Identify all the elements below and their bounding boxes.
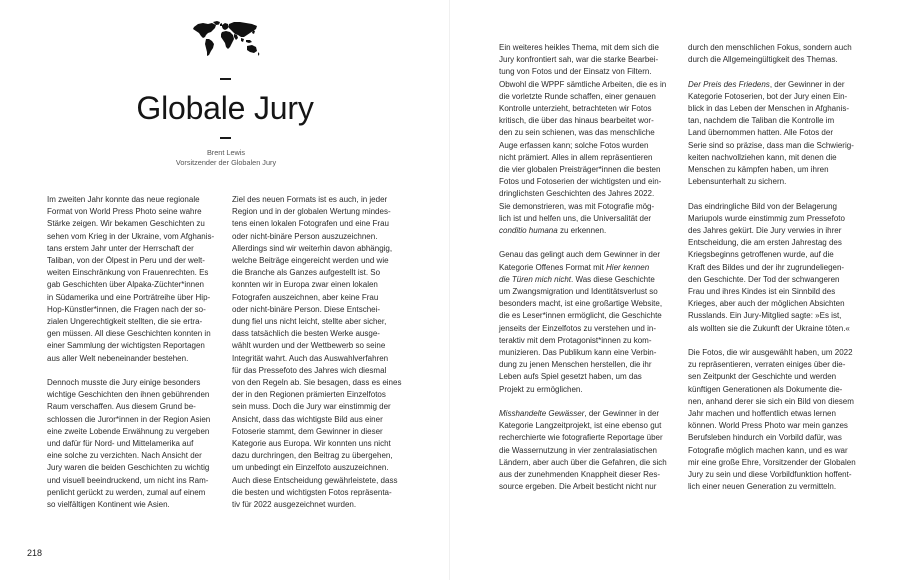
paragraph bbox=[688, 201, 864, 335]
text-line: durch die Allgemeingültigkeit des Themas. bbox=[688, 55, 838, 65]
text-line: schlossen die Juror*innen in der Region Asien bbox=[47, 414, 211, 424]
text-line: sen Zeitpunkt der Geschichte und werden bbox=[688, 372, 837, 382]
text-line: den Geschichte. Der Tod der schwangeren bbox=[688, 274, 840, 284]
text-line: Obwohl die WPPF sämtliche Arbeiten, die es in bbox=[499, 79, 667, 89]
text-line: Kategorie Offenes Format mit Hier kennen bbox=[499, 262, 650, 272]
paragraph bbox=[688, 42, 864, 66]
text-line: aus der zunehmenden Knappheit dieser Res- bbox=[499, 470, 660, 480]
text-line: tens einen lokalen Fotografen und eine Frau bbox=[232, 219, 389, 229]
text-line: Region und in der globalen Wertung mindes- bbox=[232, 207, 391, 217]
text-line: Kategorie Langzeitprojekt, ist eine ebenso gut bbox=[499, 421, 662, 431]
paragraph bbox=[499, 42, 675, 237]
world-map-icon bbox=[191, 20, 261, 60]
text-line: Berufsleben hindurch ein Vorbild dafür, was bbox=[688, 433, 842, 443]
title-rule-bottom bbox=[220, 137, 231, 139]
text-line: Im zweiten Jahr konnte das neue regionale bbox=[47, 195, 200, 204]
text-line: tan, nachdem die Taliban die Kontrolle im bbox=[688, 116, 835, 126]
text-line: recherchierte wie fotografierte Reportage über bbox=[499, 433, 663, 443]
text-line: in Südamerika und eine Porträtreihe über Hip- bbox=[47, 292, 211, 302]
text-line: können. World Press Photo war mein ganzes bbox=[688, 421, 848, 431]
text-line: des Jahres gekürt. Die Jury verwies in ihrer bbox=[688, 226, 842, 236]
text-line: der in den Regionen prämierten Einzelfotos bbox=[232, 390, 386, 400]
text-line: einer Sammlung der wichtigsten Reportagen bbox=[47, 341, 205, 351]
text-line: munizieren. Das Publikum kann eine Verbin- bbox=[499, 348, 657, 358]
text-line: als wollten sie die Zukunft der Ukraine töten.« bbox=[688, 323, 850, 333]
text-line: Fotografie möglich machen kann, und es war bbox=[688, 445, 848, 455]
text-line: tans erstem Jahr unter der Herrschaft der bbox=[47, 243, 194, 253]
text-line: die vier globalen Preisträger*innen die besten bbox=[499, 165, 661, 175]
text-line: Misshandelte Gewässer, der Gewinner in der bbox=[499, 409, 660, 419]
text-line: die besten und wichtigsten Fotos repräsenta- bbox=[232, 487, 392, 497]
text-line: tung von Fotos und der Einsatz von Filtern. bbox=[499, 67, 652, 77]
text-line: die es Leser*innen ermöglicht, die Geschichte bbox=[499, 311, 662, 321]
text-line: Projekt zu ermöglichen. bbox=[499, 384, 583, 394]
text-line: mir eine große Ehre, Vorsitzender der Globalen bbox=[688, 457, 856, 467]
text-line: Frau und ihres Kindes ist ein Sinnbild des bbox=[688, 287, 836, 297]
text-line: Dennoch musste die Jury einige besonders bbox=[47, 378, 201, 388]
text-line: Ein weiteres heikles Thema, mit dem sich die bbox=[499, 43, 659, 52]
text-line: um unbedingt ein Einzelfoto auszuzeichnen. bbox=[232, 463, 389, 473]
text-line: Jury konfrontiert sah, war die starke Bearbei- bbox=[499, 55, 659, 65]
text-line: dung fiel uns nicht leicht, stellte aber sicher, bbox=[232, 317, 387, 327]
text-line: die vorletzte Runde schaffen, einer genauen bbox=[499, 91, 656, 101]
text-line: keiten nachvollziehen kann, mit denen die bbox=[688, 152, 837, 162]
text-line: nicht prämiert. Alles in allem repräsentieren bbox=[499, 152, 653, 162]
text-line: für das Pressefoto des Jahres wich diesmal bbox=[232, 365, 387, 375]
text-line: Hop-Künstler*innen, die Fragen nach der so- bbox=[47, 304, 206, 314]
text-line: gen müssen. All diese Geschichten konnten in bbox=[47, 329, 211, 339]
title-rule-top bbox=[220, 78, 231, 80]
text-line: Jury waren die beiden Geschichten zu wichtig bbox=[47, 463, 210, 473]
text-line: durch den menschlichen Fokus, sondern auch bbox=[688, 43, 852, 52]
text-line: Kriegsbeginns getroffenen wurde, auf die bbox=[688, 250, 834, 260]
text-line: Fotoserie stammt, dem Gewinner in dieser bbox=[232, 426, 383, 436]
text-line: Kraft des Bildes und der ihr zugrundeliegen- bbox=[688, 262, 845, 272]
text-line: und dafür für Nord- und Mittelamerika auf bbox=[47, 439, 194, 449]
text-line: und visuell beeindruckend, um nicht ins Ram- bbox=[47, 475, 209, 485]
text-line: von den Regeln ab. Sie besagen, dass es eines bbox=[232, 378, 402, 388]
paragraph bbox=[688, 79, 864, 189]
text-line: die Branche als Ganzes aufgestellt ist. So bbox=[232, 268, 381, 278]
paragraph bbox=[232, 194, 408, 511]
text-line: Allerdings sind wir weiterhin davon abhängig, bbox=[232, 243, 393, 253]
text-line: dazu durchringen, den Beitrag zu übergehen, bbox=[232, 451, 393, 461]
left-page bbox=[0, 0, 450, 580]
text-column-1 bbox=[47, 194, 223, 523]
text-line: jenseits der Einzelfotos zu verstehen und in- bbox=[499, 323, 656, 333]
text-line: Leben aufs Spiel gesetzt haben, um das bbox=[499, 372, 642, 382]
text-line: eine zweite Lobende Erwähnung zu vergeben bbox=[47, 426, 210, 436]
text-line: Ländern, aber auch über die Gefahren, die sich bbox=[499, 457, 667, 467]
author-name: Brent Lewis bbox=[206, 148, 246, 157]
text-line: Der Preis des Friedens, der Gewinner in der bbox=[688, 79, 845, 89]
author-role: Vorsitzender der Globalen Jury bbox=[175, 158, 277, 167]
text-line: conditio humana zu erkennen. bbox=[499, 226, 607, 236]
text-line: sehen vom Krieg in der Ukraine, vom Afghanis- bbox=[47, 231, 215, 241]
text-line: Format von World Press Photo seine wahre bbox=[47, 207, 202, 217]
paragraph bbox=[499, 408, 675, 493]
text-line: Jury zu sein und diese Vorbildfunktion hoffent- bbox=[688, 470, 852, 480]
text-line: Fotos und Fotoserien der wichtigsten und ein- bbox=[499, 177, 662, 187]
text-line: Kontrolle unterzieht, betrachteten wir Fotos bbox=[499, 104, 652, 114]
text-line: oder nicht-binäre Person. Diese Entschei- bbox=[232, 304, 381, 314]
paragraph bbox=[47, 194, 223, 365]
text-line: Ziel des neuen Formats ist es auch, in jeder bbox=[232, 195, 388, 204]
text-line: die Türen mich nicht. Was diese Geschichte bbox=[499, 274, 655, 284]
paragraph bbox=[688, 347, 864, 493]
text-line: Sie demonstrieren, was mit Fotografie mög- bbox=[499, 201, 655, 211]
text-line: Russlands. Ein Jury-Mitglied sagte: »Es ist, bbox=[688, 311, 842, 321]
text-line: Krieges, aber auch der möglichen Absichten bbox=[688, 299, 845, 309]
text-line: zu repräsentieren, verraten einiges über die- bbox=[688, 360, 846, 370]
text-line: Serie sind so präzise, dass man die Schwierig- bbox=[688, 140, 854, 150]
text-line: Integrität wahrt. Auch das Auswahlverfahren bbox=[232, 353, 389, 363]
text-line: wichtige Geschichten den ihnen gebührenden bbox=[47, 390, 210, 400]
text-line: Lebensunterhalt zu sichern. bbox=[688, 177, 787, 187]
text-line: teraktiv mit dem Protagonist*innen zu kom- bbox=[499, 335, 652, 345]
text-line: um Zwangsmigration und Identitätsverlust so bbox=[499, 287, 658, 297]
text-line: zialen Ungerechtigkeit stellten, die sie ertra- bbox=[47, 317, 203, 327]
text-line: Menschen zu kämpfen haben, um ihren bbox=[688, 165, 829, 175]
paragraph bbox=[47, 377, 223, 511]
text-line: tiv für 2022 ausgezeichnet wurden. bbox=[232, 500, 357, 510]
text-line: lich ist und helfen uns, die Universalität der bbox=[499, 213, 652, 223]
text-line: dringlichsten Geschichten des Jahres 2022. bbox=[499, 189, 655, 199]
text-line: Ansicht, dass das wichtigste Bild aus einer bbox=[232, 414, 383, 424]
text-line: nen, anhand derer sie sich ein Bild von diesem bbox=[688, 396, 854, 406]
text-line: Land übernommen hatten. Alle Fotos der bbox=[688, 128, 833, 138]
text-line: sein muss. Doch die Jury war einstimmig der bbox=[232, 402, 391, 412]
text-line: kritisch, die über das hinaus bearbeitet wor- bbox=[499, 116, 654, 126]
text-line: Auch diese Entscheidung gewährleistete, dass bbox=[232, 475, 398, 485]
right-page bbox=[450, 0, 901, 580]
text-line: Das eindringliche Bild von der Belagerung bbox=[688, 201, 837, 211]
text-column-3 bbox=[499, 42, 675, 506]
text-line: Raum verschaffen. Aus diesem Grund be- bbox=[47, 402, 196, 412]
text-line: Entscheidung, die am ersten Jahrestag des bbox=[688, 238, 842, 248]
text-line: besonders macht, ist eine großartige Website, bbox=[499, 299, 663, 309]
text-line: Kategorie aus Europa. Wir konnten uns nicht bbox=[232, 439, 391, 449]
text-line: Genau das gelingt auch dem Gewinner in der bbox=[499, 250, 660, 260]
text-line: oder nicht-binäre Person auszuzeichnen. bbox=[232, 231, 378, 241]
text-line: wählt wurden und der Wettbewerb so seine bbox=[232, 341, 386, 351]
text-line: den zu sein schienen, was das menschliche bbox=[499, 128, 655, 138]
text-line: welche Beiträge eingereicht werden und wie bbox=[232, 256, 389, 266]
text-line: Stärke zeigen. Wir bekamen Geschichten zu bbox=[47, 219, 205, 229]
text-line: so vielfältigen Kontinent wie Asien. bbox=[47, 500, 170, 510]
text-line: Die Fotos, die wir ausgewählt haben, um 2022 bbox=[688, 348, 853, 358]
paragraph bbox=[499, 249, 675, 395]
text-line: dass tatsächlich die besten Werke ausge- bbox=[232, 329, 380, 339]
text-line: dung zu jenen Menschen herstellen, die ihr bbox=[499, 360, 652, 370]
text-line: Mariupols wurde einstimmig zum Pressefoto bbox=[688, 213, 845, 223]
text-line: source ergeben. Die Arbeit besticht nicht nur bbox=[499, 482, 657, 492]
text-line: lich einer neuen Generation zu vermitteln. bbox=[688, 482, 837, 492]
text-line: gab Geschichten über Alpaka-Züchter*innen bbox=[47, 280, 204, 290]
byline bbox=[140, 148, 312, 168]
text-line: die Wassernutzung in vier zentralasiatischen bbox=[499, 445, 658, 455]
text-column-2 bbox=[232, 194, 408, 523]
text-line: eine solche zu verzichten. Nach Ansicht der bbox=[47, 451, 202, 461]
page-number: 218 bbox=[27, 548, 43, 558]
text-line: Auge erfassen kann; solche Fotos wurden bbox=[499, 140, 649, 150]
text-line: weiten Einschränkung von Frauenrechten. Es bbox=[47, 268, 209, 278]
page-title: Globale Jury bbox=[136, 90, 314, 126]
text-column-4 bbox=[688, 42, 864, 506]
text-line: Taliban, von der Ölpest in Peru und der welt- bbox=[47, 256, 205, 266]
text-line: Kategorie Fotoserien, bot der Jury einen Ein- bbox=[688, 91, 848, 101]
text-line: künftigen Generationen als Dokumente die- bbox=[688, 384, 843, 394]
text-line: penlicht gerückt zu werden, zumal auf einem bbox=[47, 487, 206, 497]
text-line: Fotografen auszeichnen, aber keine Frau bbox=[232, 292, 379, 302]
text-line: Jahr machen und hoffentlich etwas lernen bbox=[688, 409, 836, 419]
text-line: konnten wir in Europa zwar einen lokalen bbox=[232, 280, 378, 290]
text-line: blick in das Leben der Menschen in Afghanis- bbox=[688, 104, 849, 113]
text-line: aus aller Welt nebeneinander bestehen. bbox=[47, 353, 189, 363]
